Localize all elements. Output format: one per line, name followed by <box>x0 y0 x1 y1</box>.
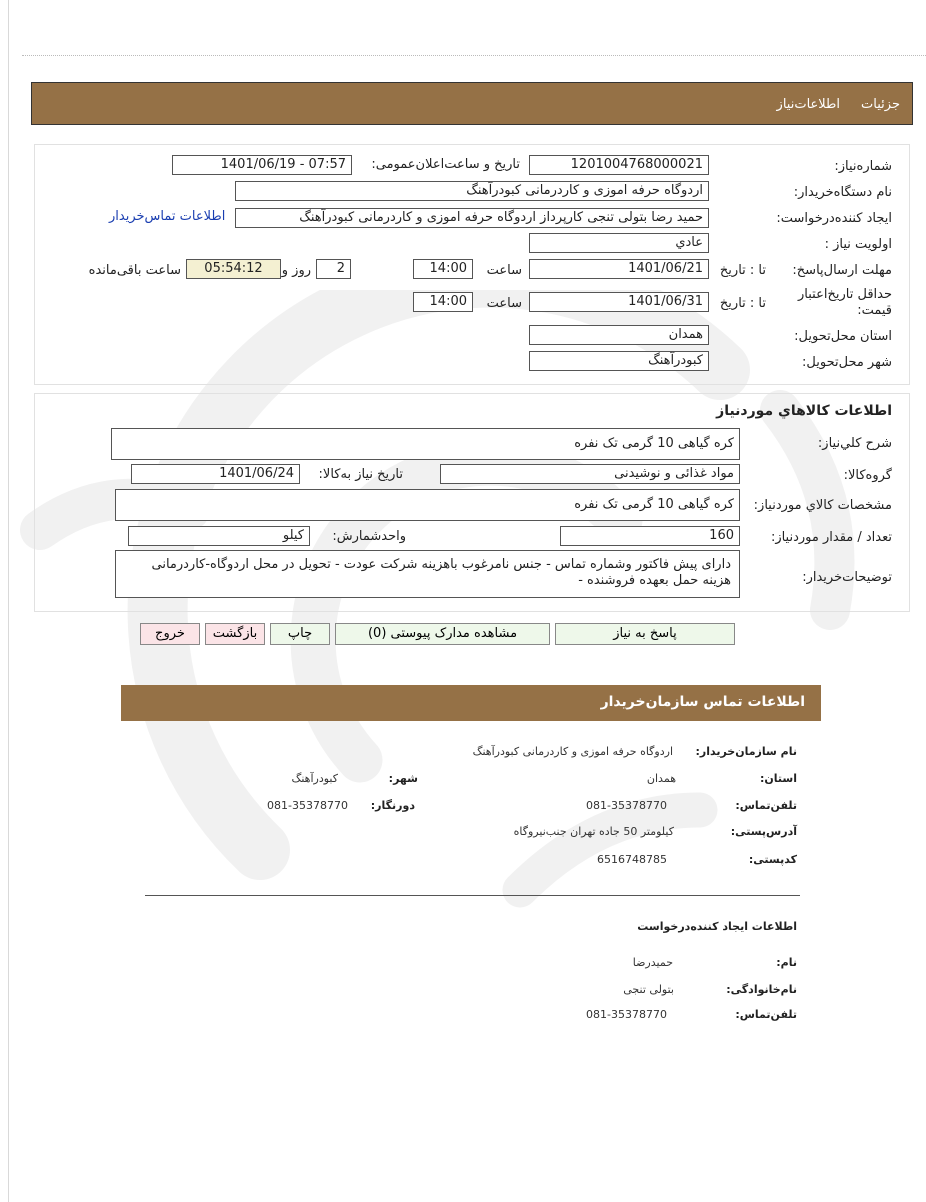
back-button[interactable]: بازگشت <box>205 623 265 645</box>
need-number-label: شماره‌نیاز: <box>834 159 892 174</box>
general-description-label: شرح کلي‌نیاز: <box>817 436 892 451</box>
validity-until-date-label: تا : تاریخ <box>719 296 766 311</box>
org-name-value: اردوگاه حرفه اموزی و کاردرمانی کبودرآهنگ <box>472 745 673 758</box>
priority-field: عادي <box>529 233 709 253</box>
city-value: کبودرآهنگ <box>291 772 338 785</box>
buyer-org-label: نام دستگاه‌خریدار: <box>793 185 892 200</box>
tab-need-info[interactable]: اطلاعات‌نیاز <box>776 97 840 112</box>
province-label: استان: <box>760 772 797 785</box>
tab-details[interactable]: جزئیات <box>861 97 900 112</box>
fax-label: دورنگار: <box>370 799 415 812</box>
buyer-notes-label: توضیحات‌خریدار: <box>802 570 892 585</box>
fax-value: 081-35378770 <box>267 799 348 812</box>
unit-field: کیلو <box>128 526 310 546</box>
quantity-field: 160 <box>560 526 740 546</box>
address-value: کیلومتر 50 جاده تهران جنب‌نیروگاه <box>513 825 674 838</box>
city-label: شهر: <box>388 772 418 785</box>
delivery-city-label: شهر محل‌تحویل: <box>802 355 892 370</box>
days-remaining-field: 2 <box>316 259 351 279</box>
goods-section-title: اطلاعات کالاهاي موردنیاز <box>716 403 892 419</box>
buyer-org-field: اردوگاه حرفه اموزی و کاردرمانی کبودرآهنگ <box>235 181 709 201</box>
need-date-field: 1401/06/24 <box>131 464 300 484</box>
validity-date-field: 1401/06/31 <box>529 292 709 312</box>
address-label: آدرس‌پستی: <box>730 825 797 838</box>
creator-phone-value: 081-35378770 <box>586 1008 667 1021</box>
delivery-province-field: همدان <box>529 325 709 345</box>
creator-name-label: نام: <box>776 956 797 969</box>
send-deadline-label: مهلت ارسال‌پاسخ: <box>792 263 892 278</box>
goods-group-field: مواد غذائی و نوشیدنی <box>440 464 740 484</box>
buyer-contact-title: اطلاعات تماس سازمان‌خریدار <box>600 694 805 710</box>
contact-divider <box>145 895 800 896</box>
creator-field: حمید رضا بتولی تنجی کارپرداز اردوگاه حرفه اموزی و کاردرمانی کبودرآهنگ <box>235 208 709 228</box>
view-attachments-button[interactable]: مشاهده مدارک پیوستی (0) <box>335 623 550 645</box>
announce-datetime-label: تاریخ و ساعت‌اعلان‌عمومی: <box>371 157 520 172</box>
delivery-province-label: استان محل‌تحویل: <box>794 329 892 344</box>
reply-button[interactable]: پاسخ به نیاز <box>555 623 735 645</box>
validity-time-label: ساعت <box>486 296 522 311</box>
time-remaining-field: 05:54:12 <box>186 259 281 279</box>
postal-code-label: کد‌پستی: <box>748 853 797 866</box>
unit-label: واحد‌شمارش: <box>332 529 406 544</box>
header-bar <box>31 82 913 125</box>
need-number-field: 1201004768000021 <box>529 155 709 175</box>
goods-group-label: گروه‌کالا: <box>843 468 892 483</box>
send-until-date-label: تا : تاریخ <box>719 263 766 278</box>
price-validity-label: حداقل تاریخ‌اعتبار قیمت: <box>798 287 892 318</box>
creator-label: ایجاد کننده‌درخواست: <box>776 211 892 226</box>
top-dotted-divider <box>22 55 926 56</box>
creator-family-value: بتولی تنجی <box>623 983 674 996</box>
priority-label: اولویت نیاز : <box>824 237 892 252</box>
goods-spec-field: کره گیاهی 10 گرمی تک نفره <box>115 489 740 521</box>
left-border-line <box>8 0 9 1202</box>
need-date-label: تاریخ نیاز به‌کالا: <box>318 467 403 482</box>
province-value: همدان <box>646 772 676 785</box>
buyer-contact-link[interactable]: اطلاعات تماس‌خریدار <box>109 209 226 224</box>
phone-value: 081-35378770 <box>586 799 667 812</box>
creator-name-value: حمیدرضا <box>632 956 673 969</box>
time-remaining-label: ساعت باقی‌مانده <box>88 263 181 278</box>
quantity-label: تعداد / مقدار مورد‌نیاز: <box>770 530 892 545</box>
validity-time-field: 14:00 <box>413 292 473 312</box>
send-time-label: ساعت <box>486 263 522 278</box>
send-time-field: 14:00 <box>413 259 473 279</box>
announce-datetime-field: 1401/06/19 - 07:57 <box>172 155 352 175</box>
exit-button[interactable]: خروج <box>140 623 200 645</box>
creator-phone-label: تلفن‌تماس: <box>735 1008 797 1021</box>
org-name-label: نام سازمان‌خریدار: <box>695 745 797 758</box>
days-label: روز و <box>281 263 311 278</box>
delivery-city-field: کبودرآهنگ <box>529 351 709 371</box>
buyer-notes-field: دارای پیش فاکتور وشماره تماس - جنس نامرغوب باهزینه شرکت عودت - تحویل در محل اردوگاه-کاردرمانی هزینه حمل بعهده فروشنده - <box>115 550 740 598</box>
creator-info-title: اطلاعات ایجاد کننده‌درخواست <box>637 920 797 933</box>
phone-label: تلفن‌تماس: <box>735 799 797 812</box>
creator-family-label: نام‌خانوادگی: <box>726 983 797 996</box>
goods-spec-label: مشخصات کالاي مورد‌نیاز: <box>753 498 892 513</box>
print-button[interactable]: چاپ <box>270 623 330 645</box>
postal-code-value: 6516748785 <box>597 853 667 866</box>
buyer-contact-header <box>121 685 821 721</box>
send-date-field: 1401/06/21 <box>529 259 709 279</box>
general-description-field: کره گیاهی 10 گرمی تک نفره <box>111 428 740 460</box>
